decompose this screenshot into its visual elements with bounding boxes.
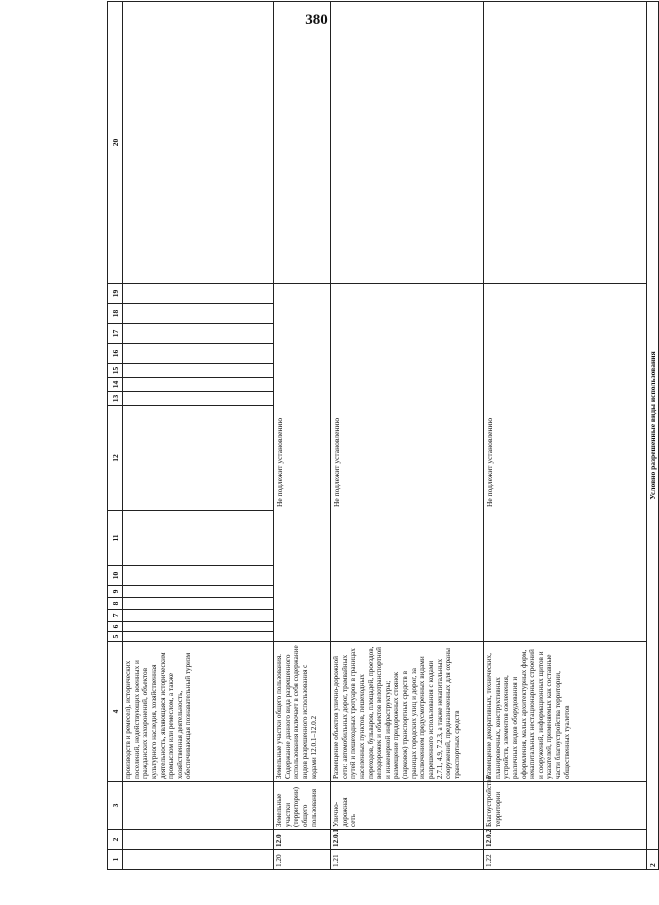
- rotated-table-container: [107, 52, 657, 870]
- header-cell: 11: [108, 511, 123, 566]
- empty-cell: [123, 364, 274, 378]
- empty-cell: [123, 304, 274, 324]
- header-cell: 3: [108, 782, 123, 830]
- header-cell: 6: [108, 622, 123, 632]
- empty-cell: [123, 511, 274, 566]
- page-number: 380: [305, 12, 328, 28]
- empty-cell: [123, 344, 274, 364]
- header-cell: 17: [108, 324, 123, 344]
- table-row: [274, 2, 331, 870]
- section-number: 2: [647, 850, 659, 870]
- row-number: 1.21: [331, 850, 484, 870]
- row-description: производств и ремесел), исторических поселений, недействующих военных и гражданских захоронений, объектов культурного наследия, хозяйственная деятельность, являющаяся историческим промыслом или ремеслом, а также хозяйственная деятельность, обеспечивающая познавательный туризм: [123, 642, 274, 782]
- empty-cell: [274, 2, 331, 284]
- row-description: Земельные участки общего пользования. Содержание данного вида разрешенного использования включает в себя содержание видов разрешенного использования с кодами 12.0.1–12.0.2: [274, 642, 331, 782]
- header-cell: 2: [108, 830, 123, 850]
- row-number: 1.20: [274, 850, 331, 870]
- header-cell: 9: [108, 586, 123, 598]
- row-code: 12.0: [274, 830, 331, 850]
- header-row: [108, 2, 123, 870]
- table-row: [484, 2, 647, 870]
- row-description: Размещение объектов улично-дорожной сети: автомобильных дорог, трамвайных путей и пешеходных тротуаров в границах населенных пунктов, пешеходных переходов, бульваров, площадей, проездов, велодорожек и объектов велотранспортной и инженерной инфраструктуры; размещение придорожных стоянок (парковок) транспортных средств в границах городских улиц и дорог, за исключением предусмотренных видами разрешенного использования с кодами 2.7.1, 4.9, 7.2.3, а также некапитальных сооружений, предназначенных для охраны транспортных средств: [331, 642, 484, 782]
- header-cell: 7: [108, 610, 123, 622]
- empty-cell: [123, 2, 274, 284]
- row-name: Благоустройство территории: [484, 782, 647, 830]
- empty-cell: [123, 378, 274, 392]
- header-cell: 12: [108, 406, 123, 511]
- header-cell: 5: [108, 632, 123, 642]
- not-established-note: Не подлежит установлению: [331, 284, 484, 642]
- row-name: [123, 782, 274, 830]
- header-cell: 4: [108, 642, 123, 782]
- row-number: [123, 850, 274, 870]
- rotated-page: [107, 52, 657, 870]
- row-code: 12.0.2: [484, 830, 647, 850]
- header-cell: 13: [108, 392, 123, 406]
- empty-cell: [123, 610, 274, 622]
- empty-cell: [123, 622, 274, 632]
- header-cell: 18: [108, 304, 123, 324]
- row-number: 1.22: [484, 850, 647, 870]
- empty-cell: [123, 392, 274, 406]
- row-code: 12.0.1: [331, 830, 484, 850]
- empty-cell: [123, 598, 274, 610]
- section-header-row: [647, 2, 659, 870]
- empty-cell: [331, 2, 484, 284]
- header-cell: 19: [108, 284, 123, 304]
- empty-cell: [484, 2, 647, 284]
- table-row: [331, 2, 484, 870]
- header-cell: 10: [108, 566, 123, 586]
- row-name: Земельные участки (территории) общего пользования: [274, 782, 331, 830]
- row-description: Размещение декоративных, технических, планировочных, конструктивных устройств, элементов озеленения, различных видов оборудования и оформления, малых архитектурных форм, некапитальных нестационарных строений и сооружений, информационных щитов и указателей, применяемых как составные части благоустройства территории, общественных туалетов: [484, 642, 647, 782]
- empty-cell: [123, 324, 274, 344]
- header-cell: 8: [108, 598, 123, 610]
- row-name: Улично-дорожная сеть: [331, 782, 484, 830]
- header-cell: 15: [108, 364, 123, 378]
- header-cell: 20: [108, 2, 123, 284]
- empty-cell: [123, 566, 274, 586]
- land-use-table: [107, 1, 659, 870]
- header-cell: 16: [108, 344, 123, 364]
- row-code: [123, 830, 274, 850]
- table-row: [123, 2, 274, 870]
- not-established-note: Не подлежит установлению: [484, 284, 647, 642]
- not-established-note: Не подлежит установлению: [274, 284, 331, 642]
- empty-cell: [123, 632, 274, 642]
- empty-cell: [123, 586, 274, 598]
- header-cell: 14: [108, 378, 123, 392]
- section-title: Условно разрешенные виды использования: [647, 2, 659, 850]
- empty-cell: [123, 284, 274, 304]
- empty-cell: [123, 406, 274, 511]
- header-cell: 1: [108, 850, 123, 870]
